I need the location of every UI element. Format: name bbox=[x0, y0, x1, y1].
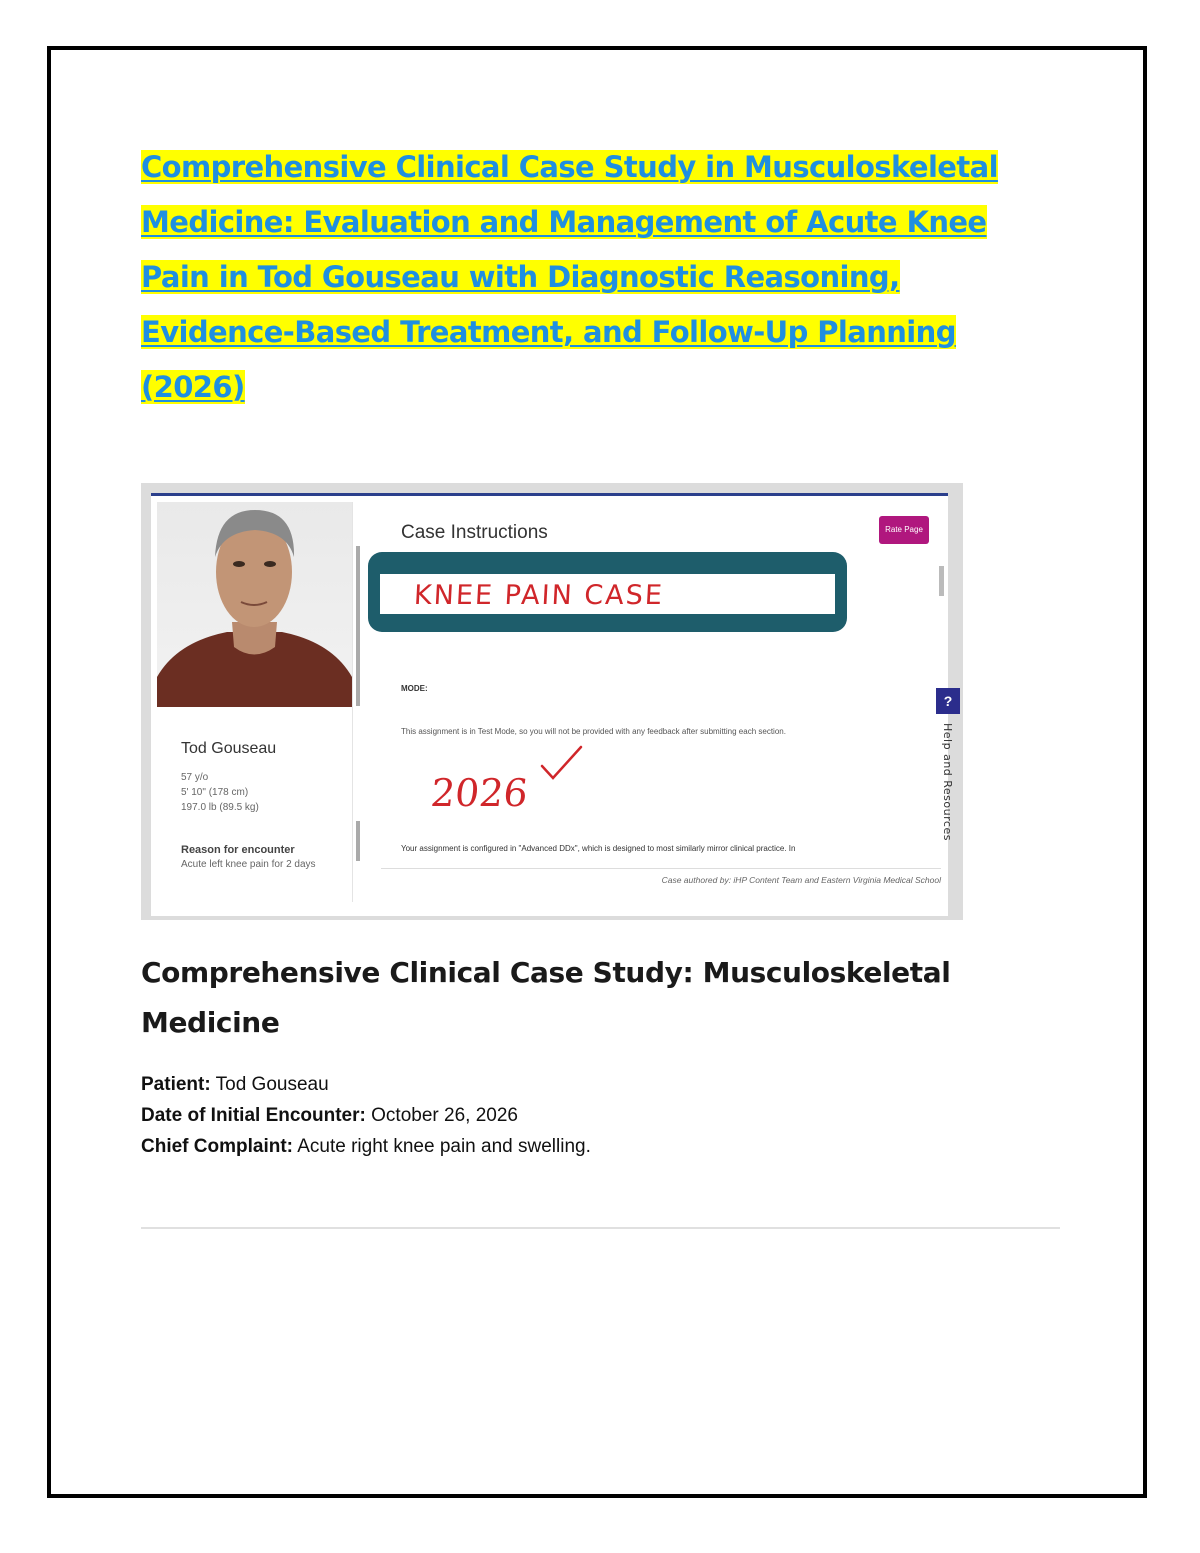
fact-date bbox=[141, 1100, 591, 1131]
fact-complaint bbox=[141, 1131, 591, 1162]
fact-value: Tod Gouseau bbox=[215, 1074, 329, 1095]
handwritten-label-inner bbox=[380, 574, 835, 614]
patient-card bbox=[157, 502, 353, 902]
left-scrollbar[interactable] bbox=[356, 546, 360, 706]
fact-label: Patient: bbox=[141, 1074, 211, 1095]
reason-value: Acute left knee pain for 2 days bbox=[181, 859, 316, 870]
patient-age: 57 y/o bbox=[181, 772, 209, 783]
document-title-text[interactable]: Comprehensive Clinical Case Study in Musculoskeletal Medicine: Evaluation and Management of Acute Knee Pain in Tod Gouseau with Diagnostic Reasoning, Evidence-Based Treatment, and Follow-Up Planning (2026) bbox=[141, 150, 998, 404]
section-heading: Comprehensive Clinical Case Study: Musculoskeletal Medicine bbox=[141, 956, 951, 1039]
patient-name: Tod Gouseau bbox=[181, 740, 277, 757]
patient-portrait bbox=[157, 502, 352, 707]
patient-facts bbox=[141, 1069, 591, 1162]
right-scrollbar[interactable] bbox=[939, 566, 944, 596]
mode-label: MODE: bbox=[401, 684, 428, 693]
handwritten-year: 2026 bbox=[428, 771, 531, 815]
checkmark-icon bbox=[539, 744, 584, 784]
handwritten-label-box bbox=[368, 552, 847, 632]
fact-label: Chief Complaint: bbox=[141, 1136, 293, 1157]
patient-height: 5' 10" (178 cm) bbox=[181, 787, 249, 798]
fact-patient bbox=[141, 1069, 591, 1100]
rate-page-button[interactable]: Rate Page bbox=[879, 516, 929, 544]
fact-value: Acute right knee pain and swelling. bbox=[297, 1136, 591, 1157]
handwritten-label: KNEE PAIN CASE bbox=[413, 580, 665, 611]
fact-value: October 26, 2026 bbox=[371, 1105, 518, 1126]
patient-weight: 197.0 lb (89.5 kg) bbox=[181, 802, 259, 813]
horizontal-divider bbox=[141, 1227, 1060, 1229]
patient-stats bbox=[181, 770, 259, 815]
config-text: Your assignment is configured in "Advanced DDx", which is designed to most similarly mirror clinical practice. In bbox=[401, 844, 796, 853]
case-screenshot bbox=[141, 483, 963, 920]
fact-label: Date of Initial Encounter: bbox=[141, 1105, 366, 1126]
case-title: Case Instructions bbox=[401, 522, 548, 543]
patient-avatar-icon bbox=[157, 502, 352, 707]
author-line: Case authored by: iHP Content Team and Eastern Virginia Medical School bbox=[381, 868, 941, 885]
help-resources-label: Help and Resources bbox=[941, 723, 954, 841]
help-button[interactable]: ? bbox=[936, 688, 960, 714]
document-title[interactable] bbox=[141, 140, 1041, 415]
mode-text: This assignment is in Test Mode, so you will not be provided with any feedback after submitting each section. bbox=[401, 727, 786, 736]
case-screenshot-frame bbox=[151, 493, 948, 916]
reason-label: Reason for encounter bbox=[181, 844, 295, 856]
help-resources-tab[interactable] bbox=[933, 723, 963, 883]
left-scrollbar-lower[interactable] bbox=[356, 821, 360, 861]
